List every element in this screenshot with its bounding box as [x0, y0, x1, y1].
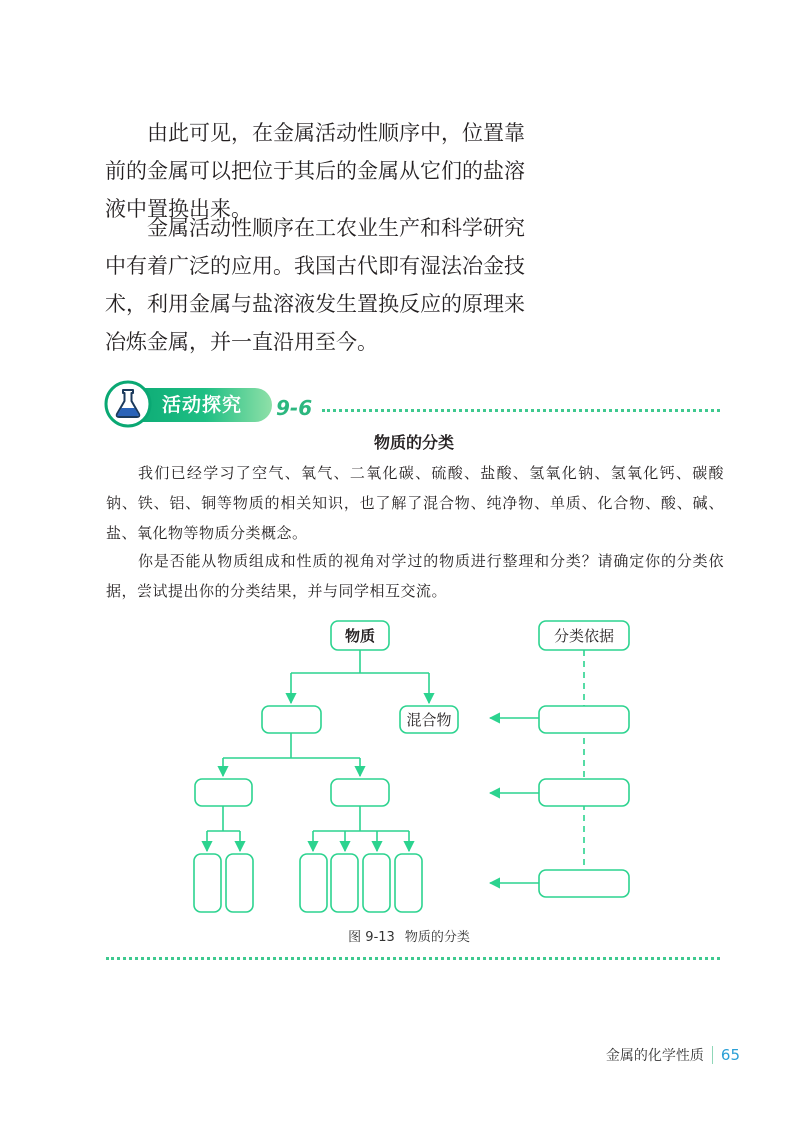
leaf-box-4: [331, 854, 358, 912]
leaf-box-1: [194, 854, 221, 912]
figure-caption: [0, 926, 800, 945]
page-footer: [606, 1045, 740, 1065]
activity-bottom-rule: [106, 957, 720, 960]
basis-blank-3: [539, 870, 629, 897]
activity-title: 物质的分类: [373, 433, 454, 452]
body-paragraph-2: 金属活动性顺序在工农业生产和科学研究中有着广泛的应用。我国古代即有湿法冶金技术，利用金属与盐溶液发生置换反应的原理来冶炼金属，并一直沿用至今。: [105, 216, 525, 354]
mixture-label: 混合物: [406, 711, 452, 729]
basis-blank-2: [539, 779, 629, 806]
activity-number: 9-6: [276, 396, 313, 420]
body-paragraph-1: 由此可见，在金属活动性顺序中，位置靠前的金属可以把位于其后的金属从它们的盐溶液中置换出来。: [105, 121, 525, 221]
element-box: [195, 779, 252, 806]
activity-paragraph-2: 你是否能从物质组成和性质的视角对学过的物质进行整理和分类？请确定你的分类依据，尝试提出你的分类结果，并与同学相互交流。: [106, 552, 724, 600]
root-label: 物质: [344, 627, 376, 645]
chapter-title: 金属的化学性质: [605, 1048, 704, 1064]
footer-separator: [712, 1046, 713, 1064]
leaf-box-3: [300, 854, 327, 912]
figure-title: 物质的分类: [404, 930, 470, 945]
basis-blank-1: [539, 706, 629, 733]
activity-label: 活动探究: [162, 394, 243, 416]
figure-number: 图 9-13: [348, 930, 395, 945]
activity-paragraph-1: 我们已经学习了空气、氧气、二氧化碳、硫酸、盐酸、氢氧化钠、氢氧化钙、碳酸钠、铁、铝、铜等物质的相关知识，也了解了混合物、纯净物、单质、化合物、酸、碱、盐、氧化物等物质分类概念。: [106, 464, 724, 542]
compound-box: [331, 779, 389, 806]
pure-substance-box: [262, 706, 321, 733]
basis-label: 分类依据: [553, 627, 615, 645]
page-number: 65: [720, 1046, 740, 1064]
leaf-box-6: [395, 854, 422, 912]
leaf-box-5: [363, 854, 390, 912]
leaf-box-2: [226, 854, 253, 912]
